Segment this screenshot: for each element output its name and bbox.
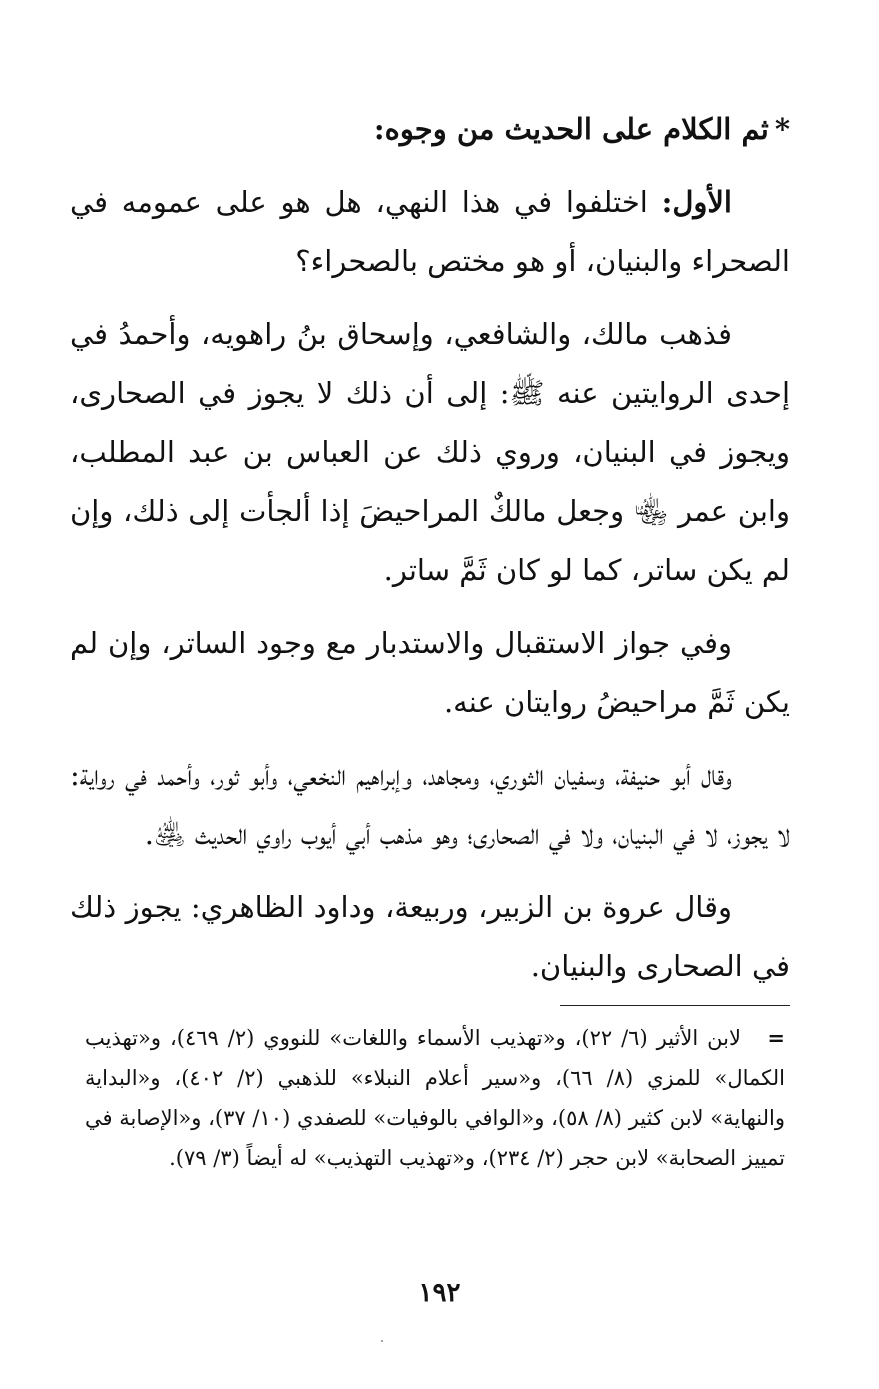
paragraph-1-text: اختلفوا في هذا النهي، هل هو على عمومه في الصحراء والبنيان، أو هو مختص بالصحراء؟ — [70, 185, 790, 278]
heading-text: ثم الكلام على الحديث من وجوه: — [373, 112, 769, 146]
page-number: ١٩٢ — [418, 1278, 461, 1308]
paragraph-1-lead: الأول: — [661, 185, 732, 219]
paragraph-5 — [70, 878, 790, 996]
paragraph-3 — [70, 614, 790, 732]
paragraph-1 — [70, 173, 790, 291]
paragraph-4-text: وقال أبو حنيفة، وسفيان الثوري، ومجاهد، وإبراهيم النخعي، وأبو ثور، وأحمد في رواية: لا يجوز، لا في البنيان، ولا في الصحارى؛ وهو مذهب أبي أيوب راوي الحديث ﵁. — [70, 758, 790, 851]
footnote-text: لابن الأثير (٦/ ٢٢)، و«تهذيب الأسماء واللغات» للنووي (٢/ ٤٦٩)، و«تهذيب الكمال» للمزي (٨/ ٦٦)، و«سير أعلام النبلاء» للذهبي (٢/ ٤٠٢)، و«البداية والنهاية» لابن كثير (٨/ ٥٨)، و«الوافي بالوفيات» للصفدي (١٠/ ٣٧)، و«الإصابة في تمييز الصحابة» لابن حجر (٢/ ٢٣٤)، و«تهذيب التهذيب» له أيضاً (٣/ ٧٩). — [85, 1026, 785, 1170]
page-speck — [381, 1340, 383, 1342]
paragraph-5-text: وقال عروة بن الزبير، وربيعة، وداود الظاهري: يجوز ذلك في الصحارى والبنيان. — [70, 890, 790, 983]
paragraph-4 — [70, 746, 790, 864]
section-heading — [70, 100, 790, 159]
main-text — [70, 100, 790, 996]
paragraph-2-text: فذهب مالك، والشافعي، وإسحاق بنُ راهويه، وأحمدُ في إحدى الروايتين عنه ﷺ: إلى أن ذلك لا يجوز في الصحارى، ويجوز في البنيان، وروي ذلك عن العباس بن عبد المطلب، وابن عمر ﵄ وجعل مالكٌ المراحيضَ إذا ألجأت إلى ذلك، وإن لم يكن ساتر، كما لو كان ثَمَّ ساتر. — [70, 317, 790, 587]
footnote-continuation-marker: = — [767, 1025, 785, 1050]
footnote-1 — [85, 1018, 785, 1178]
paragraph-2 — [70, 305, 790, 600]
footnote-separator — [560, 1005, 790, 1006]
paragraph-3-text: وفي جواز الاستقبال والاستدبار مع وجود الساتر، وإن لم يكن ثَمَّ مراحيضُ روايتان عنه. — [70, 626, 790, 719]
bullet-icon: * — [774, 112, 790, 146]
footnotes — [85, 1018, 785, 1178]
